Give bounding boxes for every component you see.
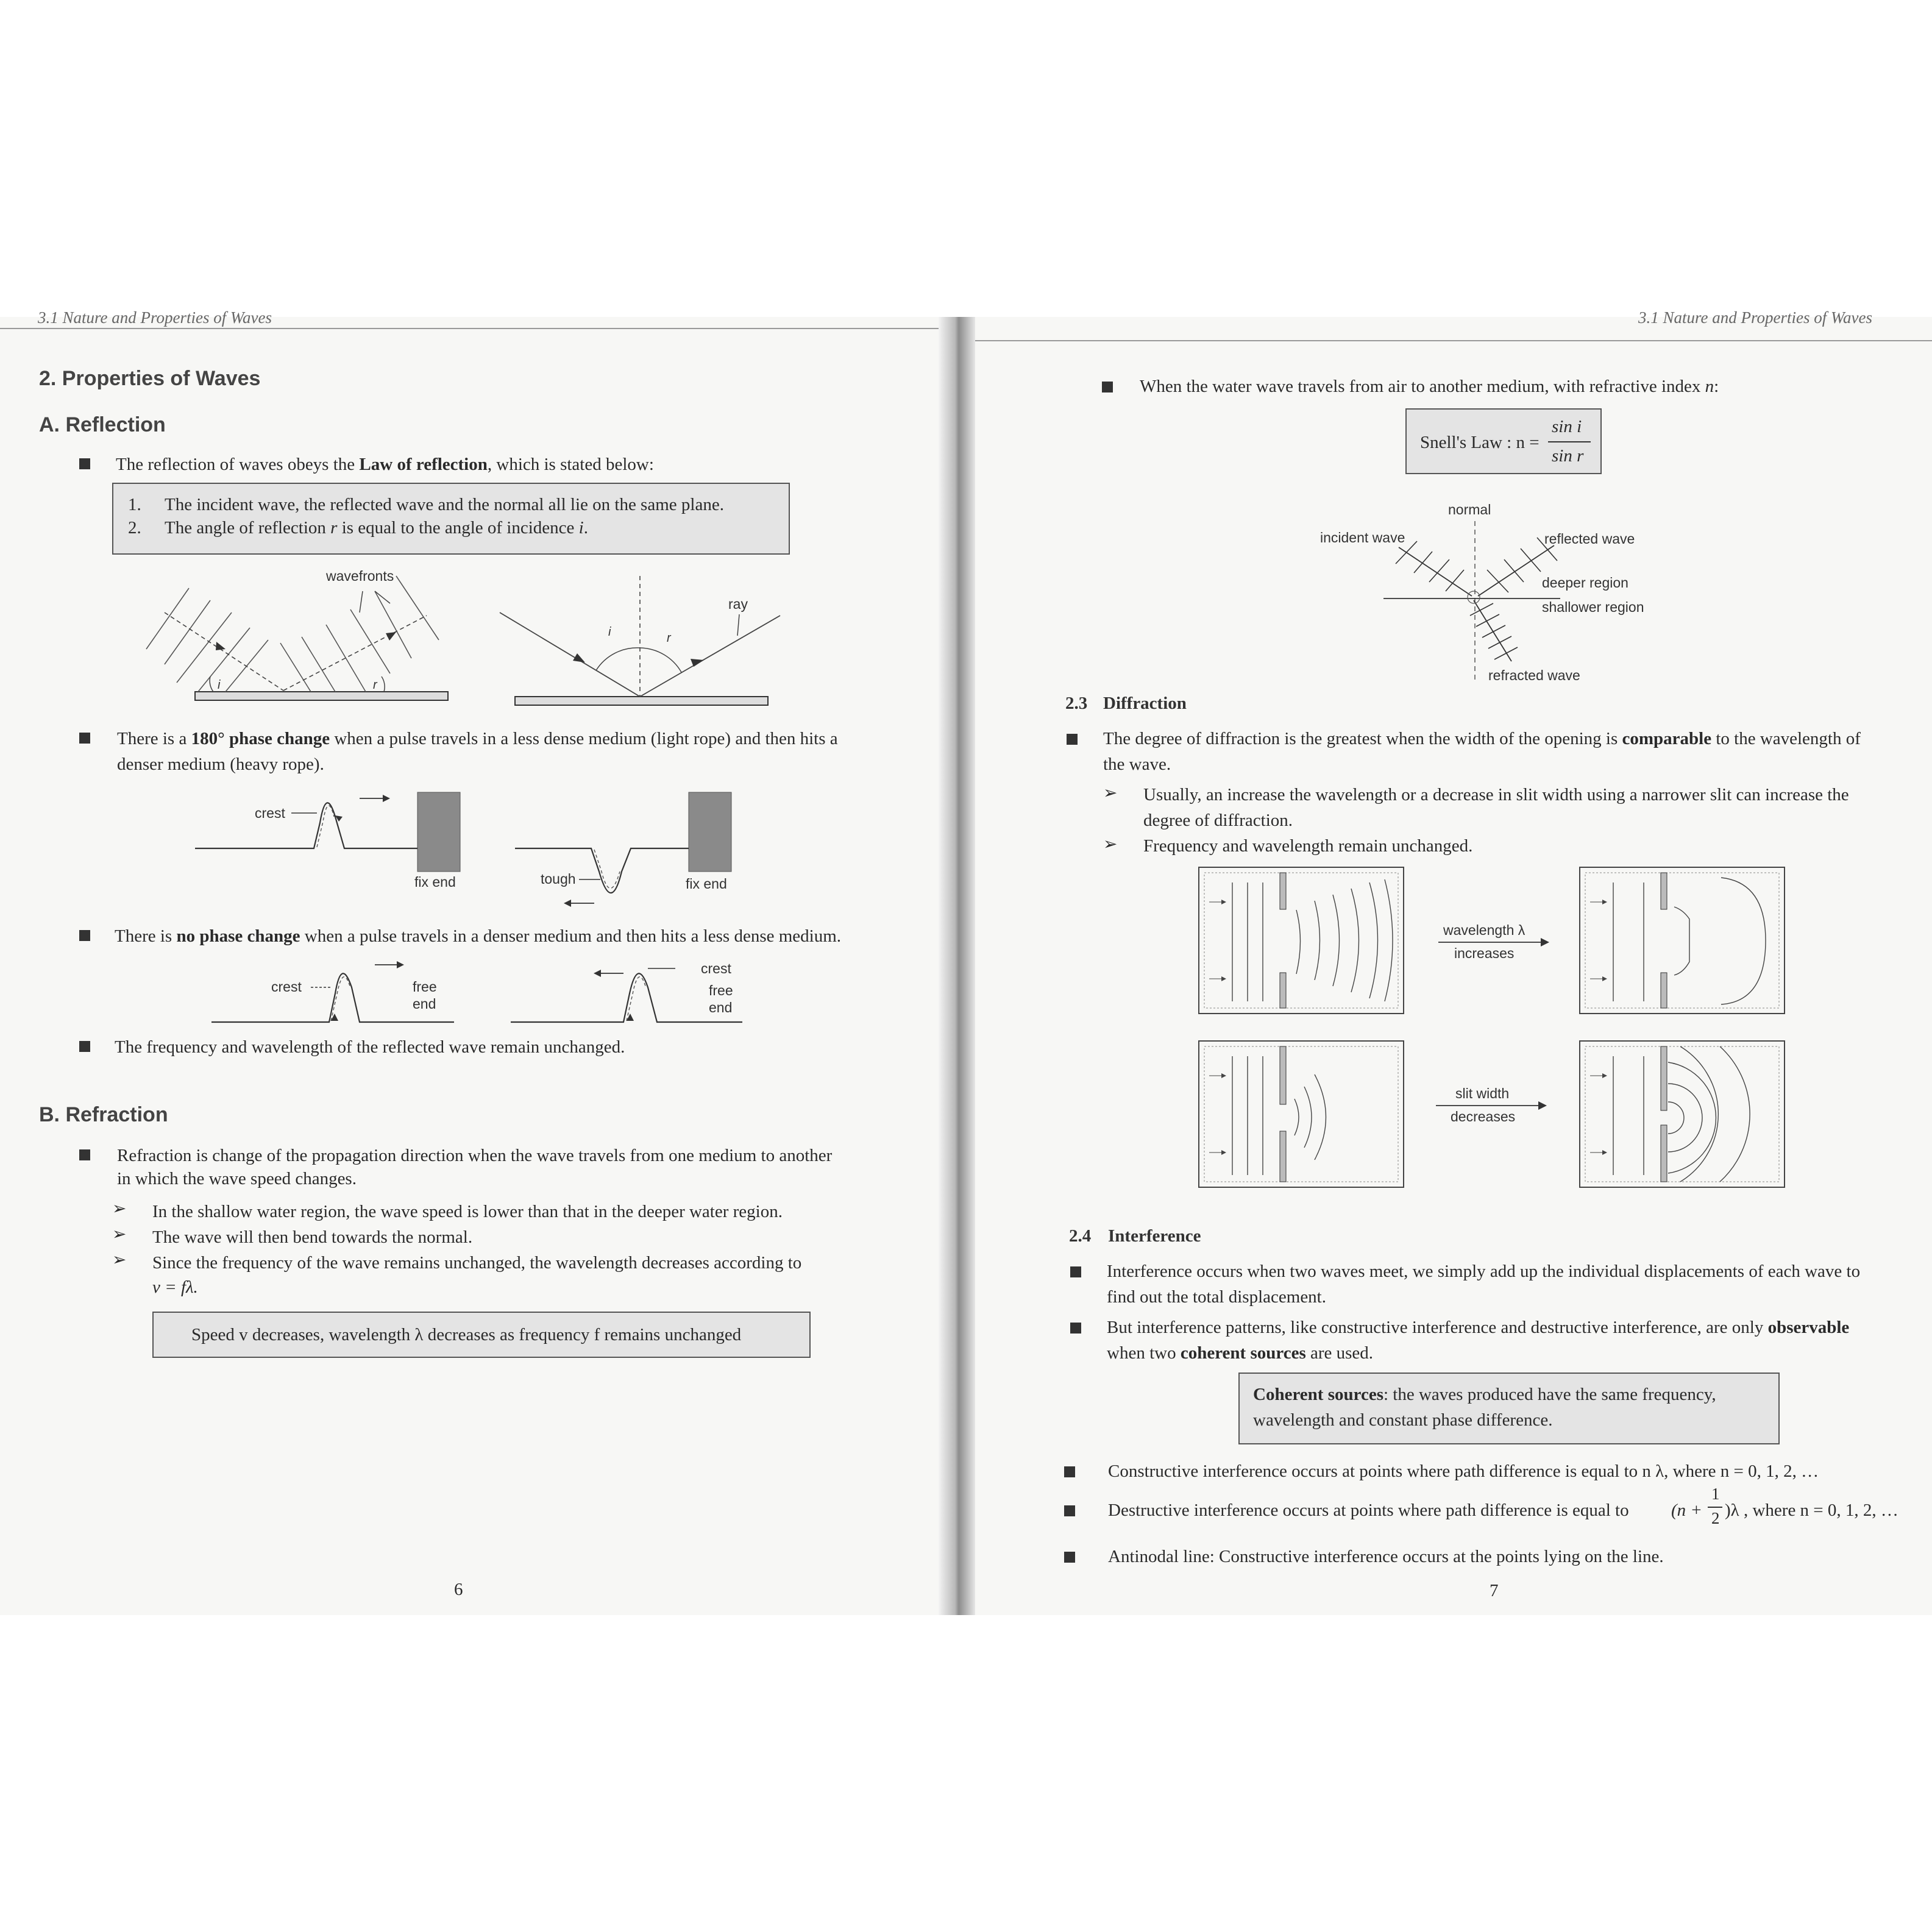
coherent-sources-term: coherent sources xyxy=(1180,1343,1306,1363)
no-phase-change-paragraph xyxy=(115,924,907,948)
fraction-bar xyxy=(1708,1507,1722,1508)
bullet xyxy=(1064,1552,1075,1563)
trough-fixed-end-diagram xyxy=(509,780,747,920)
reflected-wavefronts xyxy=(280,576,439,692)
ray-reflection-diagram xyxy=(494,570,798,710)
bullet xyxy=(79,1041,90,1052)
sub-bullet-arrow: ➢ xyxy=(112,1251,127,1270)
law-of-reflection-box xyxy=(112,483,790,555)
ray-label: ray xyxy=(728,596,748,612)
fraction-denominator: 2 xyxy=(1711,1509,1720,1527)
coherent-definition-line2: wavelength and constant phase difference. xyxy=(1253,1410,1553,1430)
diffraction-sub-2: Frequency and wavelength remain unchanged. xyxy=(1143,836,1473,856)
phase-change-paragraph-line2: denser medium (heavy rope). xyxy=(117,755,324,774)
arrow-head xyxy=(564,900,571,907)
bullet xyxy=(1102,382,1113,392)
refracted-ray xyxy=(1474,600,1511,661)
formula-part: )λ , where n = 0, 1, 2, … xyxy=(1725,1500,1898,1520)
snells-law-box xyxy=(1405,408,1602,474)
law-item-1: The incident wave, the reflected wave and the normal all lie on the same plane. xyxy=(165,495,724,514)
shallower-region-label: shallower region xyxy=(1542,599,1644,615)
angle-r-label: r xyxy=(667,631,671,645)
bullet xyxy=(1070,1266,1081,1277)
arrow-head xyxy=(691,659,704,667)
page-number-left: 6 xyxy=(454,1580,463,1599)
text: are used. xyxy=(1305,1343,1374,1363)
angle-i-label: i xyxy=(608,625,611,639)
reflected-wave-label: reflected wave xyxy=(1544,531,1635,547)
left-running-header: 3.1 Nature and Properties of Waves xyxy=(38,308,272,327)
text: when two xyxy=(1107,1343,1181,1363)
law-item-2 xyxy=(165,516,780,540)
section-title: 2. Properties of Waves xyxy=(39,367,261,390)
diffraction-point-line2: the wave. xyxy=(1103,755,1171,774)
reflected-crest-free-end-diagram xyxy=(511,954,755,1027)
slit-width-label: slit width xyxy=(1455,1085,1510,1101)
crest-label: crest xyxy=(701,961,731,976)
diffraction-panel-medium-slit xyxy=(1199,1041,1404,1187)
formula-part: (n + xyxy=(1671,1500,1702,1520)
text: when a pulse travels in a denser medium and then hits a less dense medium. xyxy=(300,926,842,946)
text: The angle of reflection xyxy=(165,518,331,538)
fix-end-label: fix end xyxy=(686,876,727,892)
section-number-2-3: 2.3 xyxy=(1065,694,1088,713)
text: : xyxy=(1714,377,1719,396)
subsection-refraction: B. Refraction xyxy=(39,1103,168,1126)
interference-point-1-line2: find out the total displacement. xyxy=(1107,1287,1326,1307)
reflecting-surface xyxy=(195,692,448,700)
snell-denominator: sin r xyxy=(1552,446,1584,466)
sub-bullet-arrow: ➢ xyxy=(112,1225,127,1244)
right-header-rule xyxy=(975,340,1932,341)
coherent-definition xyxy=(1253,1382,1771,1407)
arrow-head xyxy=(386,632,396,641)
incident-ray xyxy=(165,613,283,691)
label-leader xyxy=(360,591,363,613)
bullet xyxy=(79,733,90,744)
text: : the waves produced have the same frequency, xyxy=(1383,1385,1716,1404)
reflected-wave-unchanged: The frequency and wavelength of the reflected wave remain unchanged. xyxy=(115,1037,625,1057)
text: There is xyxy=(115,926,177,946)
text: . xyxy=(583,518,588,538)
reflected-ray xyxy=(640,616,780,697)
refraction-diagram xyxy=(1310,494,1676,689)
deeper-region-label: deeper region xyxy=(1542,575,1628,591)
antinodal-line-definition: Antinodal line: Constructive interference occurs at the points lying on the line. xyxy=(1108,1547,1664,1566)
bullet xyxy=(1064,1466,1075,1477)
pulse-outline xyxy=(627,977,646,1021)
symbol-n: n xyxy=(1705,377,1714,396)
end-label: end xyxy=(709,1000,733,1015)
arrow-head xyxy=(383,795,390,802)
text: When the water wave travels from air to another medium, with refractive index xyxy=(1140,377,1705,396)
free-label: free xyxy=(709,982,733,998)
arrow-head xyxy=(1538,1101,1547,1110)
refracted-wavefronts xyxy=(1470,603,1518,659)
text: The degree of diffraction is the greatest when the width of the opening is xyxy=(1103,729,1622,748)
observable-term: observable xyxy=(1767,1318,1850,1337)
symbol-i: i xyxy=(578,518,584,538)
snells-law-label: Snell's Law : n = xyxy=(1420,433,1540,452)
arrow-head xyxy=(594,970,601,977)
tough-label: tough xyxy=(541,871,576,887)
fix-end-label: fix end xyxy=(414,874,456,890)
phase-change-paragraph xyxy=(117,726,903,751)
diffraction-panel-wide-slit xyxy=(1199,867,1404,1014)
sub-bullet-arrow: ➢ xyxy=(112,1199,127,1218)
text: , which is stated below: xyxy=(487,455,654,474)
label-leader xyxy=(737,614,739,636)
constructive-interference-condition: Constructive interference occurs at points where path difference is equal to n λ, where n = 0, 1, 2, … xyxy=(1108,1461,1819,1481)
bullet xyxy=(79,930,90,941)
refraction-point-2: The wave will then bend towards the normal. xyxy=(152,1227,473,1247)
refraction-point-1: In the shallow water region, the wave speed is lower than that in the deeper water region. xyxy=(152,1202,783,1221)
refracted-wave-label: refracted wave xyxy=(1488,667,1580,683)
rope-pulse xyxy=(195,803,417,848)
angle-arc-i xyxy=(210,677,213,692)
page-number-right: 7 xyxy=(1490,1581,1499,1600)
snell-intro xyxy=(1140,374,1902,399)
text: when a pulse travels in a less dense medium (light rope) and then hits a xyxy=(330,729,838,748)
speed-summary-text: Speed v decreases, wavelength λ decreases as frequency f remains unchanged xyxy=(191,1325,742,1344)
incident-wavefronts xyxy=(146,588,268,692)
no-phase-change-term: no phase change xyxy=(176,926,300,946)
angle-arc-i xyxy=(596,648,640,670)
bullet xyxy=(1064,1505,1075,1516)
section-title-interference: Interference xyxy=(1108,1226,1201,1246)
sub-bullet-arrow: ➢ xyxy=(1103,784,1118,803)
crest-label: crest xyxy=(255,805,285,821)
increases-label: increases xyxy=(1454,945,1515,961)
arrow-head xyxy=(573,653,585,662)
bullet xyxy=(79,458,90,469)
fixed-wall xyxy=(689,792,731,872)
destructive-interference-condition: Destructive interference occurs at points where path difference is equal to xyxy=(1108,1500,1629,1520)
text: to the wavelength of xyxy=(1711,729,1861,748)
coherent-sources-box xyxy=(1238,1373,1780,1444)
text: The reflection of waves obeys the xyxy=(116,455,360,474)
interference-point-2 xyxy=(1107,1315,1923,1340)
wavefronts-label: wavefronts xyxy=(326,568,394,584)
diffraction-panel-long-wavelength xyxy=(1580,867,1785,1014)
text: But interference patterns, like constructive interference and destructive interference, are only xyxy=(1107,1318,1768,1337)
snell-numerator: sin i xyxy=(1552,417,1582,436)
text: is equal to the angle of incidence xyxy=(337,518,579,538)
normal-label: normal xyxy=(1448,502,1491,517)
angle-arc-r xyxy=(382,677,385,692)
incident-wave-label: incident wave xyxy=(1320,530,1405,545)
free-label: free xyxy=(413,979,437,995)
crest-label: crest xyxy=(271,979,302,995)
wave-equation: v = fλ. xyxy=(152,1277,198,1297)
reflection-intro xyxy=(116,452,908,477)
interference-point-2-line2 xyxy=(1107,1341,1373,1365)
angle-i-label: i xyxy=(218,678,221,692)
fixed-wall xyxy=(417,792,460,872)
refraction-point-3: Since the frequency of the wave remains unchanged, the wavelength decreases according to xyxy=(152,1253,802,1273)
incident-ray xyxy=(1399,547,1472,596)
section-number-2-4: 2.4 xyxy=(1069,1226,1092,1246)
refraction-definition-line2: in which the wave speed changes. xyxy=(117,1169,357,1188)
angle-marker xyxy=(1468,591,1480,603)
label-leader xyxy=(375,591,390,603)
text: There is a xyxy=(117,729,191,748)
diffraction-sub-1-line2: degree of diffraction. xyxy=(1143,811,1293,830)
fraction-numerator: 1 xyxy=(1711,1485,1720,1503)
diffraction-sub-1: Usually, an increase the wavelength or a decrease in slit width using a narrower slit can increase the xyxy=(1143,785,1849,804)
diffraction-diagrams xyxy=(1196,864,1848,1190)
left-header-rule xyxy=(0,328,939,329)
diffraction-panel-narrow-slit xyxy=(1580,1041,1785,1187)
right-running-header: 3.1 Nature and Properties of Waves xyxy=(1638,308,1872,327)
book-gutter xyxy=(939,317,975,1615)
interference-point-1: Interference occurs when two waves meet, we simply add up the individual displacements of each wave to xyxy=(1107,1262,1861,1281)
law-of-reflection-term: Law of reflection xyxy=(359,455,488,474)
wavefront-reflection-diagram xyxy=(140,564,457,710)
angle-arc-r xyxy=(640,648,681,672)
comparable-term: comparable xyxy=(1622,729,1712,748)
law-item-number: 1. xyxy=(128,495,141,514)
reflected-ray xyxy=(283,616,427,691)
end-label: end xyxy=(413,996,436,1012)
fraction-bar xyxy=(1548,441,1591,442)
crest-fixed-end-diagram xyxy=(189,780,469,896)
subsection-reflection: A. Reflection xyxy=(39,413,166,436)
arrow-head xyxy=(216,642,226,650)
bullet xyxy=(79,1149,90,1160)
angle-r-label: r xyxy=(373,678,377,692)
coherent-sources-term: Coherent sources xyxy=(1253,1385,1383,1404)
phase-change-term: 180° phase change xyxy=(191,729,330,748)
sub-bullet-arrow: ➢ xyxy=(1103,835,1118,854)
arrow-head xyxy=(1541,938,1549,946)
speed-summary-box xyxy=(152,1312,811,1358)
bullet xyxy=(1067,734,1078,745)
bullet xyxy=(1070,1323,1081,1334)
crest-free-end-diagram xyxy=(210,954,454,1027)
refraction-definition: Refraction is change of the propagation direction when the wave travels from one medium to another xyxy=(117,1146,833,1165)
wavelength-label: wavelength λ xyxy=(1443,922,1525,938)
decreases-label: decreases xyxy=(1451,1109,1516,1124)
section-title-diffraction: Diffraction xyxy=(1103,694,1187,713)
rope-pulse xyxy=(511,973,742,1022)
diffraction-point xyxy=(1103,726,1920,751)
law-item-number: 2. xyxy=(128,518,141,538)
arrow-head xyxy=(397,961,404,968)
reflecting-surface xyxy=(515,697,768,705)
incident-ray xyxy=(500,613,640,697)
symbol-r: r xyxy=(330,518,338,538)
